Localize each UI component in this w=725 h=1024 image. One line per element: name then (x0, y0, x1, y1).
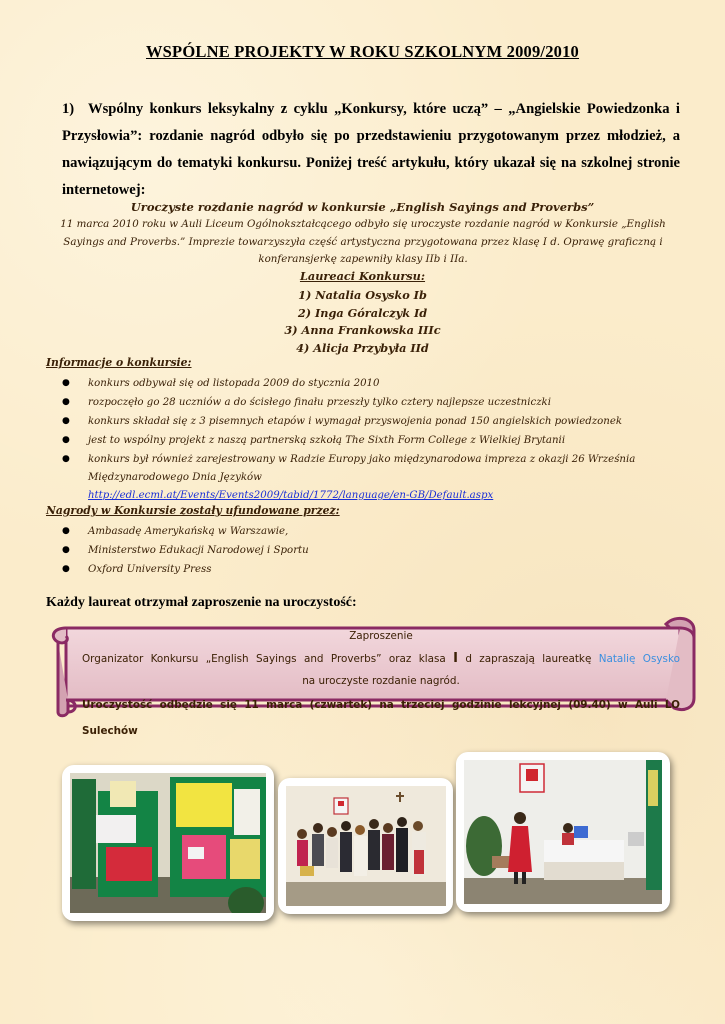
photo-posters (62, 765, 274, 921)
winner-item: 4) Alicja Przybyła IId (296, 340, 429, 355)
invitation-line-3: Uroczystość odbędzie się 11 marca (czwartek) na trzeciej godzinie lekcyjnej (09.40) w Auli LO Sulechów (82, 699, 680, 737)
photo-presentation (456, 752, 670, 912)
info-item: ● jest to wspólny projekt z naszą partnerską szkołą The Sixth Form College z Wielkiej Brytanii (62, 431, 662, 450)
invitation-heading: Zaproszenie (349, 630, 413, 642)
winners-heading: Laureaci Konkursu: (299, 269, 426, 283)
info-item: ● konkurs był również zarejestrowany w Radzie Europy jako międzynarodowa impreza z okazji 26 Września Międzynarodowego Dnia Języków http://edl.ecml.at/Events/Events2009/tabid/1772/language/en-GB/Default.aspx (62, 450, 662, 505)
photo-group (278, 778, 453, 914)
article-body: 11 marca 2010 roku w Auli Liceum Ogólnokształcącego odbyło się uroczyste rozdanie nagród w Konkursie „English Sayings and Proverbs.” Imprezie towarzyszyła część artystyczna przygotowana przez klasę I d. Oprawę graficzną i konferansjerkę zapewniły klasy IIb i IIa. (60, 218, 666, 265)
info-continuation: Międzynarodowego Dnia Języków (88, 472, 262, 483)
intro-paragraph (62, 96, 680, 204)
events-link[interactable]: http://edl.ecml.at/Events/Events2009/tabid/1772/language/en-GB/Default.aspx (88, 490, 494, 501)
article-title: Uroczyste rozdanie nagród w konkursie „English Sayings and Proverbs” (130, 200, 595, 214)
sponsor-item: ● Ambasadę Amerykańską w Warszawie, (62, 522, 662, 541)
info-item: ● rozpoczęło go 28 uczniów a do ścisłego finału przeszły tylko cztery najlepsze uczestniczki (62, 393, 662, 412)
winners-list (0, 287, 725, 357)
info-item: ● konkurs składał się z 3 pisemnych etapów i wymagał przyswojenia ponad 150 angielskich powiedzonek (62, 412, 662, 431)
invitation-text (82, 628, 680, 744)
page-title: WSPÓLNE PROJEKTY W ROKU SZKOLNYM 2009/2010 (145, 42, 580, 61)
sponsor-item: ● Oxford University Press (62, 560, 662, 579)
invitation-line-2: na uroczyste rozdanie nagród. (302, 675, 460, 687)
prizes-heading: Nagrody w Konkursie zostały ufundowane przez: (46, 504, 340, 517)
sponsors-list (62, 522, 662, 579)
winner-item: 3) Anna Frankowska IIIc (284, 323, 441, 337)
invitation-intro: Każdy laureat otrzymał zaproszenie na uroczystość: (46, 595, 357, 610)
winner-item: 1) Natalia Osysko Ib (298, 288, 427, 302)
info-list (62, 374, 662, 505)
intro-number: 1) (62, 101, 75, 117)
sponsor-item: ● Ministerstwo Edukacji Narodowej i Sportu (62, 541, 662, 560)
invitation-line-1: Organizator Konkursu „English Sayings and Proverbs” oraz klasa I d zapraszają laureatkę Natalię Osysko (82, 651, 680, 666)
info-heading: Informacje o konkursie: (46, 356, 192, 369)
laureate-name: Natalię Osysko (598, 653, 680, 665)
intro-text: Wspólny konkurs leksykalny z cyklu „Konkursy, które uczą” – „Angielskie Powiedzonka i Przysłowia”: rozdanie nagród odbyło się po przedstawieniu przygotowanym przez młodzież, a nawiązującym do tematyki konkursu. Poniżej treść artykułu, który ukazał się na szkolnej stronie internetowej: (62, 101, 680, 198)
info-item: ● konkurs odbywał się od listopada 2009 do stycznia 2010 (62, 374, 662, 393)
winner-item: 2) Inga Góralczyk Id (297, 305, 428, 320)
